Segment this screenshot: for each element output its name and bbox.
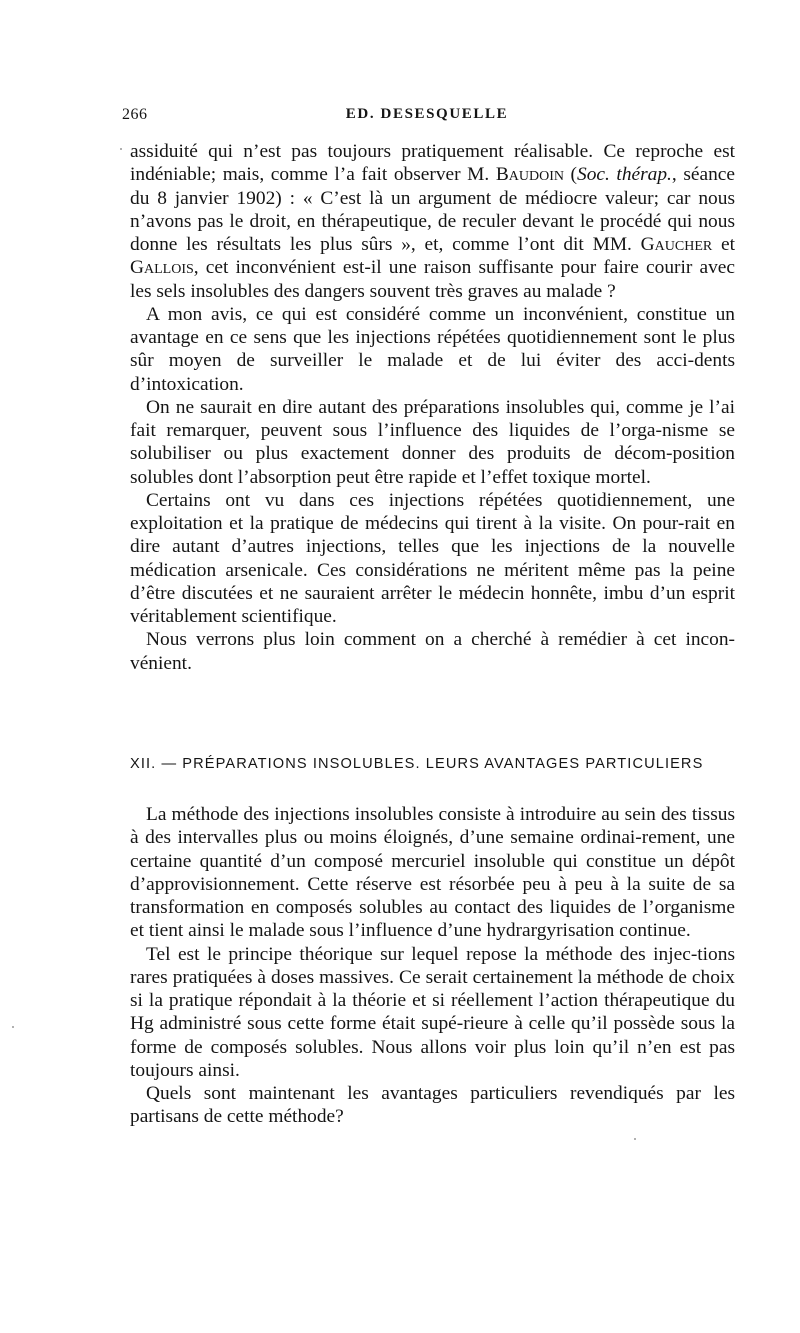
scan-speck <box>634 1138 636 1140</box>
author-name-baudoin: Baudoin <box>495 164 564 186</box>
running-head: ED. DESESQUELLE <box>345 106 509 122</box>
paragraph: La méthode des injections insolubles consiste à introduire au sein des tissus à des intervalles plus ou moins éloignés, d’une semaine ordinai-rement, une certaine quantité d’un composé mercuriel insoluble qui constitue un dépôt d’approvisionnement. Cette réserve est résorbée peu à peu à la suite de sa transformation en composés solubles au contact des liquides de l’organisme et tient ainsi le malade sous l’influence d’une hydrargyrisation continue. <box>130 804 735 942</box>
page-header <box>122 106 732 130</box>
paragraph: A mon avis, ce qui est considéré comme un inconvénient, constitue un avantage en ce sens que les injections répétées quotidiennement sont le plus sûr moyen de surveiller le malade et de lui éviter des acci-dents d’intoxication. <box>130 303 735 395</box>
journal-citation: Soc. thérap. <box>577 164 672 186</box>
paragraph: Tel est le principe théorique sur lequel repose la méthode des injec-tions rares pratiquées à doses massives. Ce serait certainement la méthode de choix si la pratique répondait à la théorie et si réellement l’action thérapeutique du Hg administré sous cette forme était supé-rieure à celle qu’il possède sous la forme de composés solubles. Nous allons voir plus loin qu’il n’en est pas toujours ainsi. <box>130 943 735 1081</box>
paragraph: Nous verrons plus loin comment on a cherché à remédier à cet incon-vénient. <box>130 629 735 674</box>
author-name-gallois: Gallois <box>130 257 194 279</box>
paragraph: Quels sont maintenant les avantages particuliers revendiqués par les partisans de cette méthode? <box>130 1083 735 1128</box>
scan-speck <box>12 1026 14 1028</box>
paragraph: assiduité qui n’est pas toujours pratiquement réalisable. Ce reproche est indéniable; mais, comme l’a fait observer M. Baudoin (Soc. thérap., séance du 8 janvier 1902) : « C’est là un argument de médiocre valeur; car nous n’avons pas le droit, en thérapeutique, de reculer devant le procédé qui nous donne les résultats les plus sûrs », et, comme l’ont dit MM. Gaucher et Gallois, cet inconvénient est-il une raison suffisante pour faire courir avec les sels insolubles des dangers souvent très graves au malade ? <box>130 141 735 302</box>
section-heading: XII. — PRÉPARATIONS INSOLUBLES. LEURS AVANTAGES PARTICULIERS <box>130 756 704 772</box>
paragraph: On ne saurait en dire autant des préparations insolubles qui, comme je l’ai fait remarquer, peuvent sous l’influence des liquides de l’orga-nisme se solubiliser ou plus exactement donner des produits de décom-position solubles dont l’absorption peut être rapide et l’effet toxique mortel. <box>130 396 735 488</box>
paragraph: Certains ont vu dans ces injections répétées quotidiennement, une exploitation et la pratique de médecins qui tirent à la visite. On pour-rait en dire autant d’autres injections, telles que les injections de la nouvelle médication arsenicale. Ces considérations ne méritent même pas la peine d’être discutées et ne sauraient arrêter le médecin honnête, imbu d’un esprit véritablement scientifique. <box>130 489 735 627</box>
text-block-after-section <box>130 803 735 1129</box>
author-name-gaucher: Gaucher <box>640 234 713 255</box>
scan-speck <box>120 148 122 150</box>
text-block-before-section <box>130 140 735 675</box>
page-number: 266 <box>122 106 148 123</box>
